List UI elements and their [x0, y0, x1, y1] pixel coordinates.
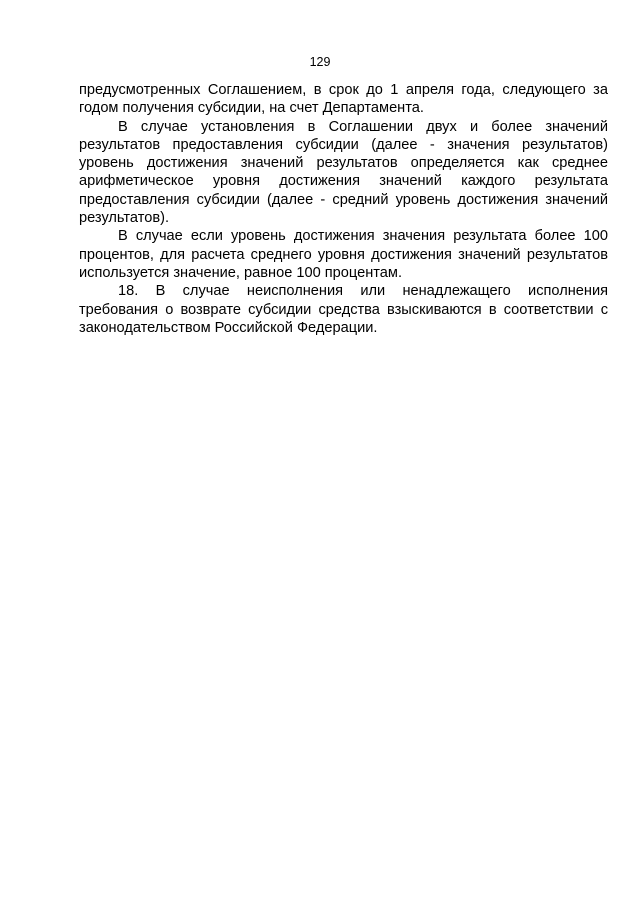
- document-body: [79, 81, 608, 337]
- paragraph-item-18: 18. В случае неисполнения или ненадлежащего исполнения требования о возврате субсидии средства взыскиваются в соответствии с законодательством Российской Федерации.: [79, 283, 608, 336]
- paragraph-results-average: В случае установления в Соглашении двух и более значений результатов предоставления субсидии (далее - значения результатов) уровень достижения значений результатов определяется как среднее арифметическое уровня достижения значений каждого результата предоставления субсидии (далее - средний уровень достижения значений результатов).: [79, 118, 608, 227]
- paragraph-continuation: предусмотренных Соглашением, в срок до 1 апреля года, следующего за годом получения субсидии, на счет Департамента.: [79, 82, 608, 117]
- page-number: 129: [309, 55, 331, 69]
- paragraph-over-100-percent: В случае если уровень достижения значения результата более 100 процентов, для расчета среднего уровня достижения значений результатов используется значение, равное 100 процентам.: [79, 228, 608, 281]
